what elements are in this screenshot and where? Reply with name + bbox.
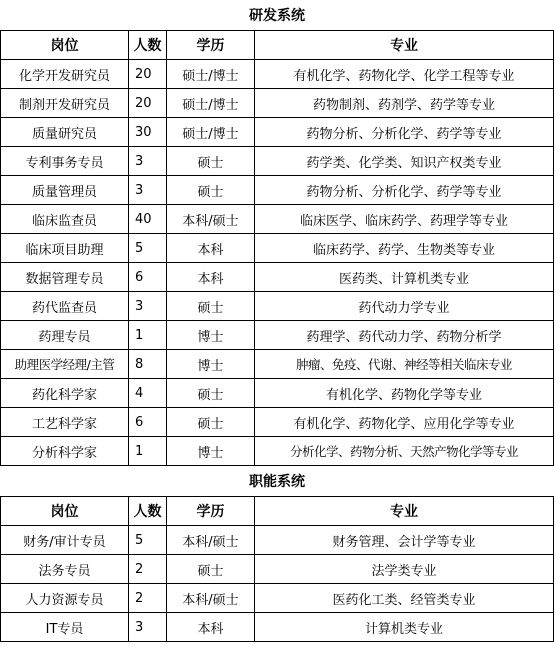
table-row: [1, 234, 554, 263]
cell-major: 计算机类专业: [255, 613, 554, 642]
cell-major: 法学类专业: [255, 555, 554, 584]
table-row: [1, 379, 554, 408]
cell-major: 药物分析、分析化学、药学等专业: [255, 118, 554, 147]
table-row: [1, 437, 554, 466]
cell-position: 工艺科学家: [1, 408, 129, 437]
cell-count: 2: [129, 584, 167, 613]
column-header-row-rnd: [1, 31, 554, 60]
cell-degree: 硕士/博士: [167, 89, 255, 118]
table-row: [1, 526, 554, 555]
cell-degree: 博士: [167, 350, 255, 379]
cell-degree: 硕士/博士: [167, 60, 255, 89]
section-title-func: 职能系统: [1, 466, 554, 497]
cell-count: 5: [129, 526, 167, 555]
cell-degree: 硕士/博士: [167, 118, 255, 147]
table-row: [1, 89, 554, 118]
table-row: [1, 118, 554, 147]
cell-major: 临床药学、药学、生物类等专业: [255, 234, 554, 263]
cell-major: 财务管理、会计学等专业: [255, 526, 554, 555]
table-row: [1, 613, 554, 642]
col-header-major: 专业: [255, 31, 554, 60]
cell-count: 1: [129, 437, 167, 466]
cell-major: 医药化工类、经管类专业: [255, 584, 554, 613]
cell-position: 专利事务专员: [1, 147, 129, 176]
cell-position: 分析科学家: [1, 437, 129, 466]
cell-count: 3: [129, 147, 167, 176]
col-header-degree: 学历: [167, 497, 255, 526]
cell-count: 30: [129, 118, 167, 147]
cell-position: 人力资源专员: [1, 584, 129, 613]
section-title-rnd: 研发系统: [1, 0, 554, 31]
cell-count: 3: [129, 176, 167, 205]
table-row: [1, 60, 554, 89]
table-row: [1, 205, 554, 234]
cell-major: 药物制剂、药剂学、药学等专业: [255, 89, 554, 118]
col-header-major: 专业: [255, 497, 554, 526]
table-row: [1, 292, 554, 321]
cell-major: 药学类、化学类、知识产权类专业: [255, 147, 554, 176]
cell-position: 法务专员: [1, 555, 129, 584]
cell-degree: 本科/硕士: [167, 526, 255, 555]
table-row: [1, 321, 554, 350]
cell-count: 6: [129, 263, 167, 292]
cell-count: 3: [129, 613, 167, 642]
cell-degree: 硕士: [167, 176, 255, 205]
cell-degree: 本科/硕士: [167, 584, 255, 613]
col-header-degree: 学历: [167, 31, 255, 60]
cell-major: 药理学、药代动力学、药物分析学: [255, 321, 554, 350]
cell-count: 2: [129, 555, 167, 584]
cell-major: 有机化学、药物化学等专业: [255, 379, 554, 408]
cell-degree: 本科: [167, 263, 255, 292]
table-row: [1, 350, 554, 379]
cell-count: 8: [129, 350, 167, 379]
cell-degree: 硕士: [167, 408, 255, 437]
cell-count: 20: [129, 89, 167, 118]
cell-major: 药代动力学专业: [255, 292, 554, 321]
cell-count: 40: [129, 205, 167, 234]
cell-degree: 硕士: [167, 147, 255, 176]
cell-major: 有机化学、药物化学、应用化学等专业: [255, 408, 554, 437]
table-row: [1, 555, 554, 584]
cell-degree: 硕士: [167, 379, 255, 408]
cell-position: 药代监查员: [1, 292, 129, 321]
table-body: [1, 0, 554, 642]
cell-count: 4: [129, 379, 167, 408]
cell-count: 6: [129, 408, 167, 437]
cell-degree: 本科: [167, 234, 255, 263]
cell-major: 有机化学、药物化学、化学工程等专业: [255, 60, 554, 89]
cell-position: 药化科学家: [1, 379, 129, 408]
col-header-count: 人数: [129, 497, 167, 526]
table-row: [1, 584, 554, 613]
table-row: [1, 176, 554, 205]
col-header-count: 人数: [129, 31, 167, 60]
table-row: [1, 408, 554, 437]
cell-position: 化学开发研究员: [1, 60, 129, 89]
cell-count: 3: [129, 292, 167, 321]
cell-position: 助理医学经理/主管: [1, 350, 129, 379]
cell-count: 20: [129, 60, 167, 89]
cell-major: 肿瘤、免疫、代谢、神经等相关临床专业: [255, 350, 554, 379]
cell-position: 制剂开发研究员: [1, 89, 129, 118]
cell-position: 临床监查员: [1, 205, 129, 234]
cell-position: 药理专员: [1, 321, 129, 350]
cell-position: 质量研究员: [1, 118, 129, 147]
section-header-func: [1, 466, 554, 497]
cell-position: 财务/审计专员: [1, 526, 129, 555]
col-header-position: 岗位: [1, 497, 129, 526]
cell-degree: 硕士: [167, 555, 255, 584]
col-header-position: 岗位: [1, 31, 129, 60]
column-header-row-func: [1, 497, 554, 526]
section-header-rnd: [1, 0, 554, 31]
cell-position: 临床项目助理: [1, 234, 129, 263]
cell-count: 1: [129, 321, 167, 350]
cell-degree: 博士: [167, 321, 255, 350]
cell-degree: 本科: [167, 613, 255, 642]
cell-position: 数据管理专员: [1, 263, 129, 292]
cell-major: 临床医学、临床药学、药理学等专业: [255, 205, 554, 234]
cell-degree: 博士: [167, 437, 255, 466]
cell-degree: 本科/硕士: [167, 205, 255, 234]
table-row: [1, 263, 554, 292]
cell-major: 分析化学、药物分析、天然产物化学等专业: [255, 437, 554, 466]
cell-major: 药物分析、分析化学、药学等专业: [255, 176, 554, 205]
cell-major: 医药类、计算机类专业: [255, 263, 554, 292]
table-row: [1, 147, 554, 176]
cell-position: 质量管理员: [1, 176, 129, 205]
cell-position: IT专员: [1, 613, 129, 642]
cell-count: 5: [129, 234, 167, 263]
cell-degree: 硕士: [167, 292, 255, 321]
